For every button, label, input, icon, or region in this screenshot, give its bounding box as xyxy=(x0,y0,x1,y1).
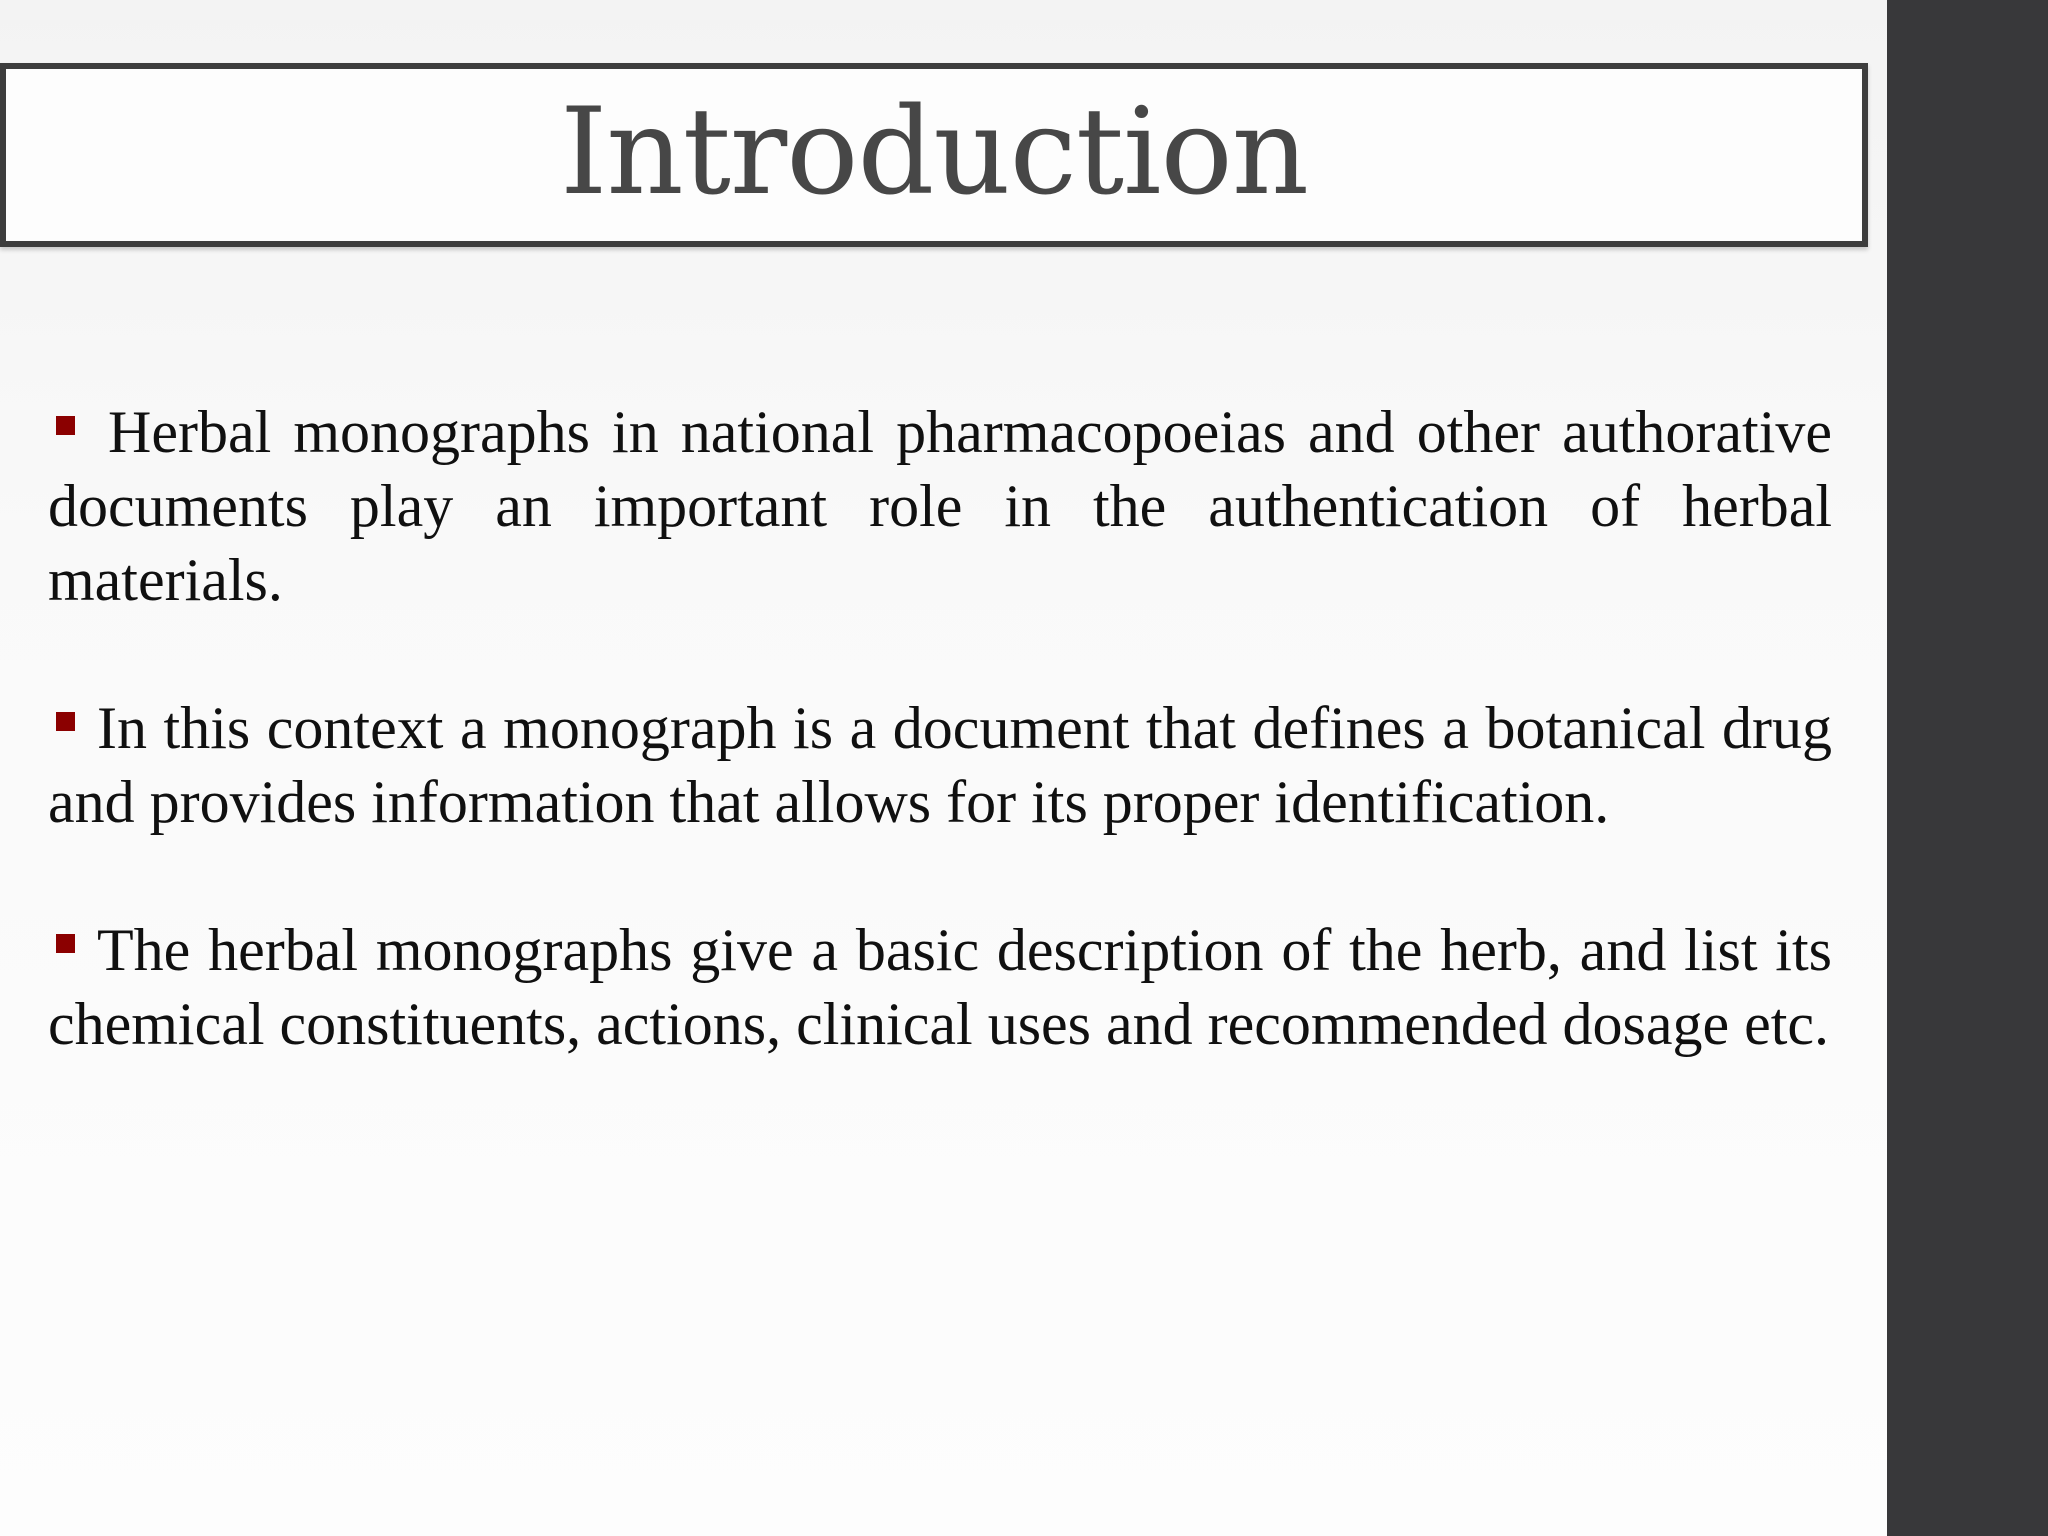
bullet-item xyxy=(48,691,1832,839)
bullet-text: Herbal monographs in national pharmacopoeias and other authorative documents play an important role in the authentication of herbal materials. xyxy=(48,399,1832,613)
square-bullet-icon xyxy=(56,934,75,953)
slide-title: Introduction xyxy=(560,83,1308,222)
right-sidebar xyxy=(1887,0,2048,1536)
bullet-text: The herbal monographs give a basic description of the herb, and list its chemical constituents, actions, clinical uses and recommended dosage etc. xyxy=(48,917,1832,1057)
title-box xyxy=(0,63,1868,247)
square-bullet-icon xyxy=(56,416,75,435)
square-bullet-icon xyxy=(56,712,75,731)
bullet-item xyxy=(48,913,1832,1061)
bullet-item xyxy=(48,395,1832,617)
bullet-list xyxy=(48,395,1832,1135)
bullet-text: In this context a monograph is a document that defines a botanical drug and provides information that allows for its proper identification. xyxy=(48,695,1832,835)
